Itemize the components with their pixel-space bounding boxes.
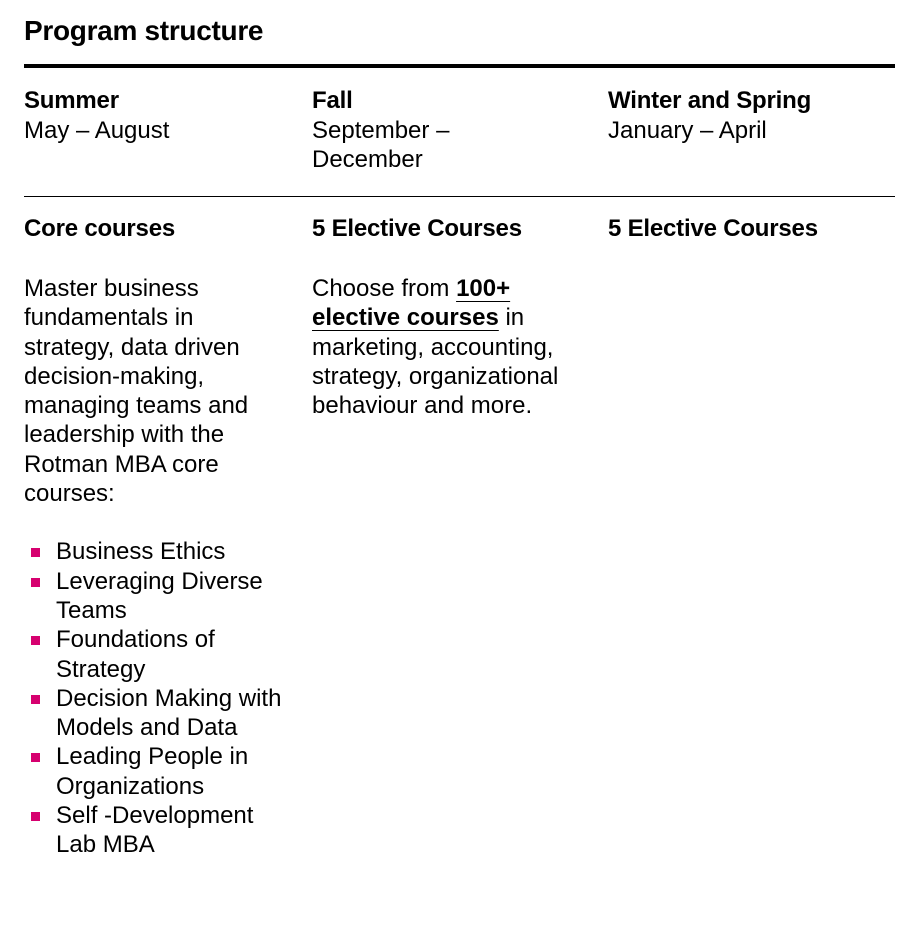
column-heading: 5 Elective Courses	[608, 215, 818, 242]
course-name: Leading People in Organizations	[56, 743, 249, 800]
title-divider	[24, 64, 895, 68]
description-suffix: in marketing, accounting, strategy, organizational behaviour and more.	[312, 304, 559, 420]
course-name: Self -Development Lab MBA	[56, 802, 254, 859]
list-item	[24, 625, 286, 684]
term-winter-spring	[608, 86, 898, 145]
fall-electives-column	[312, 214, 582, 420]
column-heading: Core courses	[24, 215, 175, 242]
list-item	[24, 537, 286, 566]
term-summer	[24, 86, 294, 145]
core-courses-column	[24, 214, 294, 860]
winter-spring-electives-column	[608, 214, 898, 244]
term-months: May – August	[24, 117, 170, 144]
term-months: January – April	[608, 117, 767, 144]
list-item	[24, 801, 286, 860]
square-bullet-icon	[31, 548, 40, 557]
list-item	[24, 567, 286, 626]
core-course-list	[24, 537, 294, 859]
column-heading: 5 Elective Courses	[312, 215, 522, 242]
course-name: Business Ethics	[56, 538, 226, 566]
square-bullet-icon	[31, 812, 40, 821]
term-name: Winter and Spring	[608, 87, 812, 114]
square-bullet-icon	[31, 695, 40, 704]
square-bullet-icon	[31, 753, 40, 762]
page-title: Program structure	[24, 15, 264, 46]
header-divider	[24, 196, 895, 197]
term-name: Fall	[312, 87, 353, 114]
course-name: Decision Making with Models and Data	[56, 684, 282, 742]
course-name: Foundations of Strategy	[56, 626, 215, 683]
term-fall	[312, 86, 582, 174]
list-item	[24, 742, 286, 801]
square-bullet-icon	[31, 578, 40, 587]
description-prefix: Choose from	[312, 275, 457, 302]
elective-courses-link[interactable]: 100+ elective courses	[312, 275, 511, 332]
term-name: Summer	[24, 87, 119, 114]
column-description: Master business fundamentals in strategy, data driven decision-making, managing teams and leadership with the Rotman MBA core courses:	[24, 275, 249, 508]
list-item	[24, 684, 286, 743]
column-description	[312, 274, 562, 420]
square-bullet-icon	[31, 636, 40, 645]
term-months: September – December	[312, 117, 450, 173]
course-name: Leveraging Diverse Teams	[56, 567, 263, 624]
